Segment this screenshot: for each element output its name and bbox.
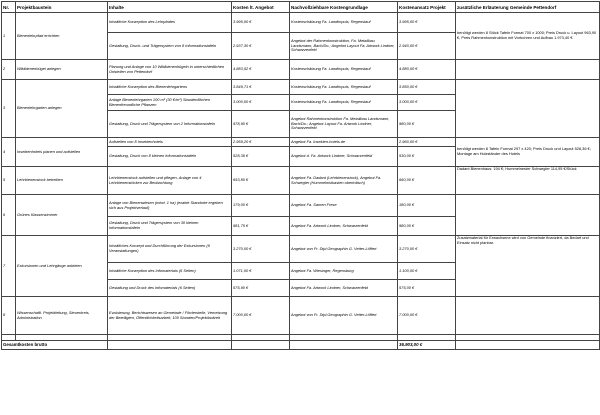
item-nachweis: Angebot Fa. Insekten-hotels.de [290,138,398,147]
group-erlaeuterung [456,297,600,335]
header-row [2,2,600,13]
item-nachweis: Angebot von Fr. Dipl.Geographin G. Vetter-Löffert [290,236,398,263]
group-baustein: Exkursionen und Lehrgänge anbieten [16,236,108,297]
total-row [2,341,600,350]
header-nachweis: Nachvollziehbare Kostengrundlage [290,2,398,13]
item-ansatz: 180,00 € [398,195,456,217]
item-inhalt: Inhaltliche Konzeption des Lehrpfades [108,13,232,33]
item-nachweis: Angebot der Rahmenkonstruktion, Fa. Metallbau Landsmann, Bach/Do.; Angebot Layout Fa. Artwork Lindner, Schwarzenfeld [290,33,398,60]
cost-table [1,1,600,350]
table-row [2,297,600,335]
item-nachweis: Angebot von Fr. Dipl.Geographin G. Vetter-Löffert [290,297,398,335]
item-kosten: 653,80 € [232,167,290,195]
table-row [2,80,600,95]
item-nachweis: Angebot Rahmenkonstruktion Fa. Metallbau Landsmann, Bach/Do.; Angebot Layout Fa. Artwork Lindner, Schwarzenfeld [290,111,398,138]
item-ansatz: 7.000,00 € [398,297,456,335]
header-erlaeuterung: zusätzliche Erläuterung Gemeinde Pettendorf [456,2,600,13]
item-ansatz: 530,00 € [398,147,456,167]
item-inhalt: Gestaltung, Druck- und Trägersystem von 8 Informationstafeln [108,33,232,60]
group-baustein: Wissenschaftl. Projektleitung, Steuerkreis, Administration [16,297,108,335]
table-row [2,138,600,147]
group-nr: 1 [2,13,16,60]
item-nachweis: Angebot Fa. Wiesinger, Regensburg [290,263,398,280]
empty-cell [232,341,290,350]
item-kosten: 981,75 € [232,217,290,236]
item-nachweis: Kostenschätzung Fa. Landimpuls, Regenstauf [290,60,398,80]
item-inhalt: Gestaltung und Druck des Infomaterials (6 Seiten) [108,280,232,297]
item-inhalt: Inhaltliches Konzept und Durchführung der Exkursionen (9 Veranstaltungen) [108,236,232,263]
item-nachweis: Angebot Fa. Artwork Lindner, Schwarzenfeld [290,217,398,236]
item-kosten: 3.000,00 € [232,95,290,111]
item-inhalt: Gestaltung, Druck und Trägersystem von 30 kleinen Informationstafeln [108,217,232,236]
total-ansatz: 36.903,00 € [398,341,456,350]
item-kosten: 3.995,00 € [232,13,290,33]
item-ansatz: 3.995,00 € [398,13,456,33]
empty-cell [290,341,398,350]
group-nr: 3 [2,80,16,138]
item-kosten: 2.959,20 € [232,138,290,147]
group-erlaeuterung: Zusatzmaterial für Erwachsene wird von Gemeinde finanziert, da Bedarf und Einsatz nicht planbar. [456,236,600,297]
item-inhalt: Lehrbienenstock aufstellen und pflegen, Anlage von 4 Lehrbienenstöcken zur Beobachtung [108,167,232,195]
item-ansatz: 980,00 € [398,217,456,236]
item-ansatz: 3.000,00 € [398,95,456,111]
group-baustein: Bienenlehrgarten anlegen [16,80,108,138]
item-inhalt: Gestaltung, Druck und Trägersystem von 2 Informationstafeln [108,111,232,138]
table-row [2,195,600,217]
header-baustein: Projektbaustein [16,2,108,13]
table-row [2,60,600,80]
header-kosten: Kosten lt. Angebot [232,2,290,13]
table-row [2,167,600,195]
item-ansatz: 660,00 € [398,167,456,195]
item-nachweis: Angebot Fa. Dadant (Lehrbienenstock), Angebot Fa. Schwegler (Hummelnistkasten oberirdisch) [290,167,398,195]
item-ansatz: 1.100,00 € [398,263,456,280]
group-baustein: Wildbienenhügel anlegen [16,60,108,80]
item-ansatz: 3.270,00 € [398,236,456,263]
group-baustein: Insektenhotels planen und aufstellen [16,138,108,167]
group-baustein: Grünes Klassenzimmer [16,195,108,236]
item-inhalt: Aufstellen von 8 Insektenhotels [108,138,232,147]
item-ansatz: 2.960,00 € [398,138,456,147]
group-baustein: Lehrbienenstock betreiben [16,167,108,195]
group-nr: 2 [2,60,16,80]
item-ansatz: 575,00 € [398,280,456,297]
item-inhalt: Anlage Bienenlehrgarten 100 m² (30 €/m²) Staudenflächen Bienenfreundliche Pflanzen [108,95,232,111]
item-nachweis: Angebot Fa. Samen Frese [290,195,398,217]
item-inhalt: Gestaltung, Druck von 8 kleinen Informationstafeln [108,147,232,167]
item-kosten: 7.000,00 € [232,297,290,335]
group-nr: 5 [2,167,16,195]
header-inhalte: Inhalte [108,2,232,13]
item-nachweis: Angebot Fa. Artwork Lindner, Schwarzenfeld [290,280,398,297]
item-ansatz: 4.880,00 € [398,60,456,80]
item-ansatz: 980,00 € [398,111,456,138]
item-nachweis: Kostenschätzung Fa. Landimpuls, Regenstauf [290,80,398,95]
item-nachweis: Kostenschätzung Fa. Landimpuls, Regenstauf [290,13,398,33]
empty-cell [456,341,600,350]
group-erlaeuterung [456,80,600,138]
item-ansatz: 2.940,00 € [398,33,456,60]
item-inhalt: Inhaltliche Konzeption des Bienenlehrgartens [108,80,232,95]
item-kosten: 3.849,71 € [232,80,290,95]
item-inhalt: Anlage von Bienenwiesen (mind. 1 ha) (exakte Standorte ergeben sich aus Projektverlauf) [108,195,232,217]
group-erlaeuterung: Dadant Bienenhaus: 194 €; Hummelnester Schwegler 114,95 €/Stück [456,167,600,195]
header-nr: Nr. [2,2,16,13]
item-kosten: 3.270,00 € [232,236,290,263]
item-inhalt: Planung und Anlage von 10 Wildbienenhügeln in unterschiedlichen Ortsteilen von Pettendorf [108,60,232,80]
item-inhalt: Inhaltliche Konzeption des Infomaterials (6 Seiten) [108,263,232,280]
group-baustein: Bienenlehrpfad errichten [16,13,108,60]
empty-cell [108,341,232,350]
item-nachweis: Kostenschätzung Fa. Landimpuls, Regenstauf [290,95,398,111]
item-nachweis: Angebot d. Fa. Artwork Lindner, Schwarzenfeld [290,147,398,167]
group-erlaeuterung [456,195,600,236]
item-kosten: 4.883,52 € [232,60,290,80]
item-inhalt: Evaluierung, Berichtswesen an Gemeinde / Förderstelle, Vernetzung der Beteiligten, Öffentlichkeitsarbeit; 100 Stunden/Projektlaufzeit [108,297,232,335]
item-ansatz: 3.850,00 € [398,80,456,95]
table-row [2,13,600,33]
item-kosten: 179,00 € [232,195,290,217]
group-erlaeuterung: benötigt werden 8 Stück Tafeln Format 700 x 1000; Preis Druck u. Layout 963,90 €, Preis Rahmenkonstruktion mit Vorbohren und Aufbau 1.973,40 € [456,13,600,60]
header-ansatz: Kostenansatz Projekt [398,2,456,13]
group-nr: 6 [2,195,16,236]
item-kosten: 2.937,30 € [232,33,290,60]
total-label: Gesamtkosten brutto [2,341,108,350]
group-nr: 8 [2,297,16,335]
group-erlaeuterung: benötigt werden 8 Tafeln Format 297 x 420; Preis Druck und Layout 528,36 €; Montage am Holzständer des Hotels [456,138,600,167]
table-row [2,236,600,263]
group-erlaeuterung [456,60,600,80]
item-kosten: 978,90 € [232,111,290,138]
group-nr: 7 [2,236,16,297]
item-kosten: 1.071,00 € [232,263,290,280]
group-nr: 4 [2,138,16,167]
item-kosten: 528,36 € [232,147,290,167]
item-kosten: 575,90 € [232,280,290,297]
